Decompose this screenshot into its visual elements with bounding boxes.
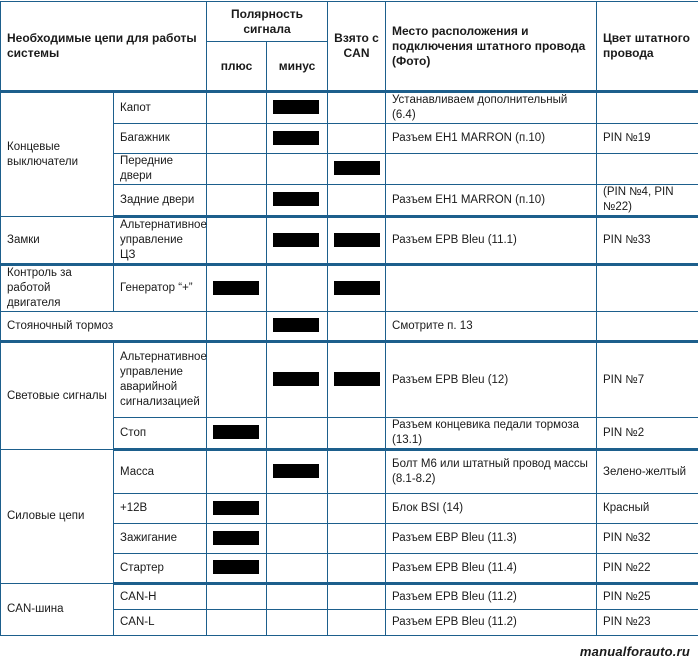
plus-marker	[213, 531, 259, 545]
group-limit-switches: Концевые выключатели	[1, 92, 114, 217]
row-wire-color: Красный	[597, 494, 698, 524]
row-wire-color	[597, 154, 698, 185]
can-marker	[334, 233, 380, 247]
row-location: Разъем EH1 MARRON (п.10)	[386, 124, 597, 154]
plus-cell	[207, 524, 267, 554]
group-locks: Замки	[1, 217, 114, 265]
table-row	[1, 584, 698, 610]
row-wire-color	[597, 92, 698, 124]
group-engine-control: Контроль за работой двигателя	[1, 265, 114, 312]
row-wire-color: PIN №33	[597, 217, 698, 265]
table-body	[1, 92, 698, 636]
minus-cell	[267, 124, 328, 154]
row-wire-color: PIN №7	[597, 342, 698, 418]
row-wire-color: PIN №23	[597, 610, 698, 636]
row-location: Блок BSI (14)	[386, 494, 597, 524]
minus-cell	[267, 524, 328, 554]
table-row	[1, 265, 698, 312]
row-item: Альтернативное управление аварийной сигнализацией	[114, 342, 207, 418]
table-row	[1, 450, 698, 494]
plus-cell	[207, 265, 267, 312]
row-wire-color: PIN №19	[597, 124, 698, 154]
plus-marker	[213, 501, 259, 515]
header-circuits: Необходимые цепи для работы системы	[1, 2, 207, 92]
row-item: Багажник	[114, 124, 207, 154]
plus-cell	[207, 610, 267, 636]
minus-cell	[267, 450, 328, 494]
table-row	[1, 92, 698, 124]
minus-cell	[267, 610, 328, 636]
header-location: Место расположения и подключения штатного провода (Фото)	[386, 2, 597, 92]
group-power-circuits: Силовые цепи	[1, 450, 114, 584]
header-can: Взято с CAN	[328, 2, 386, 92]
header-plus: плюс	[207, 42, 267, 92]
row-wire-color: (PIN №4, PIN №22)	[597, 185, 698, 217]
can-cell	[328, 524, 386, 554]
row-location: Разъем EPB Bleu (11.4)	[386, 554, 597, 584]
row-location	[386, 154, 597, 185]
minus-marker	[273, 233, 319, 247]
row-location: Разъем EH1 MARRON (п.10)	[386, 185, 597, 217]
row-item: +12В	[114, 494, 207, 524]
row-location: Болт М6 или штатный провод массы (8.1-8.2)	[386, 450, 597, 494]
row-item: Капот	[114, 92, 207, 124]
row-location: Разъем EBP Bleu (11.3)	[386, 524, 597, 554]
can-cell	[328, 584, 386, 610]
minus-cell	[267, 584, 328, 610]
plus-cell	[207, 154, 267, 185]
plus-cell	[207, 342, 267, 418]
plus-cell	[207, 584, 267, 610]
minus-cell	[267, 418, 328, 450]
can-cell	[328, 312, 386, 342]
row-wire-color: PIN №22	[597, 554, 698, 584]
group-light-signals: Световые сигналы	[1, 342, 114, 450]
plus-cell	[207, 418, 267, 450]
header-polarity: Полярность сигнала	[207, 2, 328, 42]
row-location: Разъем концевика педали тормоза (13.1)	[386, 418, 597, 450]
row-item: Передние двери	[114, 154, 207, 185]
row-item: Зажигание	[114, 524, 207, 554]
minus-marker	[273, 100, 319, 114]
table-row	[1, 342, 698, 418]
minus-cell	[267, 185, 328, 217]
can-marker	[334, 281, 380, 295]
can-marker	[334, 161, 380, 175]
plus-cell	[207, 124, 267, 154]
table-row	[1, 312, 698, 342]
row-location: Устанавливаем дополнительный (6.4)	[386, 92, 597, 124]
row-item: CAN-H	[114, 584, 207, 610]
row-wire-color: Зелено-желтый	[597, 450, 698, 494]
can-cell	[328, 554, 386, 584]
minus-marker	[273, 192, 319, 206]
row-item: Стоп	[114, 418, 207, 450]
minus-marker	[273, 372, 319, 386]
row-location: Разъем EPB Bleu (11.1)	[386, 217, 597, 265]
can-cell	[328, 610, 386, 636]
row-wire-color: PIN №25	[597, 584, 698, 610]
plus-marker	[213, 560, 259, 574]
can-cell	[328, 342, 386, 418]
plus-cell	[207, 185, 267, 217]
can-cell	[328, 217, 386, 265]
plus-cell	[207, 217, 267, 265]
minus-cell	[267, 342, 328, 418]
can-cell	[328, 418, 386, 450]
row-item: Масса	[114, 450, 207, 494]
row-item: Альтернативное управление ЦЗ	[114, 217, 207, 265]
row-location	[386, 265, 597, 312]
row-location: Разъем EPB Bleu (12)	[386, 342, 597, 418]
minus-cell	[267, 494, 328, 524]
minus-cell	[267, 217, 328, 265]
row-item: Стартер	[114, 554, 207, 584]
watermark: manualforauto.ru	[579, 644, 690, 659]
plus-marker	[213, 425, 259, 439]
minus-cell	[267, 92, 328, 124]
can-marker	[334, 372, 380, 386]
row-location: Смотрите п. 13	[386, 312, 597, 342]
header-wire-color: Цвет штатного провода	[597, 2, 698, 92]
plus-cell	[207, 494, 267, 524]
row-item: Генератор “+”	[114, 265, 207, 312]
group-can-bus: CAN-шина	[1, 584, 114, 636]
can-cell	[328, 494, 386, 524]
minus-cell	[267, 154, 328, 185]
plus-cell	[207, 450, 267, 494]
minus-marker	[273, 464, 319, 478]
row-wire-color	[597, 312, 698, 342]
can-cell	[328, 450, 386, 494]
header-minus: минус	[267, 42, 328, 92]
minus-marker	[273, 318, 319, 332]
plus-marker	[213, 281, 259, 295]
group-parking-brake: Стояночный тормоз	[1, 312, 207, 342]
row-item: Задние двери	[114, 185, 207, 217]
minus-cell	[267, 265, 328, 312]
plus-cell	[207, 312, 267, 342]
can-cell	[328, 185, 386, 217]
can-cell	[328, 124, 386, 154]
plus-cell	[207, 92, 267, 124]
row-wire-color: PIN №32	[597, 524, 698, 554]
can-cell	[328, 265, 386, 312]
row-wire-color	[597, 265, 698, 312]
row-item: CAN-L	[114, 610, 207, 636]
minus-marker	[273, 131, 319, 145]
minus-cell	[267, 554, 328, 584]
row-location: Разъем EPB Bleu (11.2)	[386, 584, 597, 610]
plus-cell	[207, 554, 267, 584]
minus-cell	[267, 312, 328, 342]
table-row	[1, 217, 698, 265]
row-location: Разъем EPB Bleu (11.2)	[386, 610, 597, 636]
wiring-table	[0, 1, 698, 636]
can-cell	[328, 92, 386, 124]
row-wire-color: PIN №2	[597, 418, 698, 450]
can-cell	[328, 154, 386, 185]
